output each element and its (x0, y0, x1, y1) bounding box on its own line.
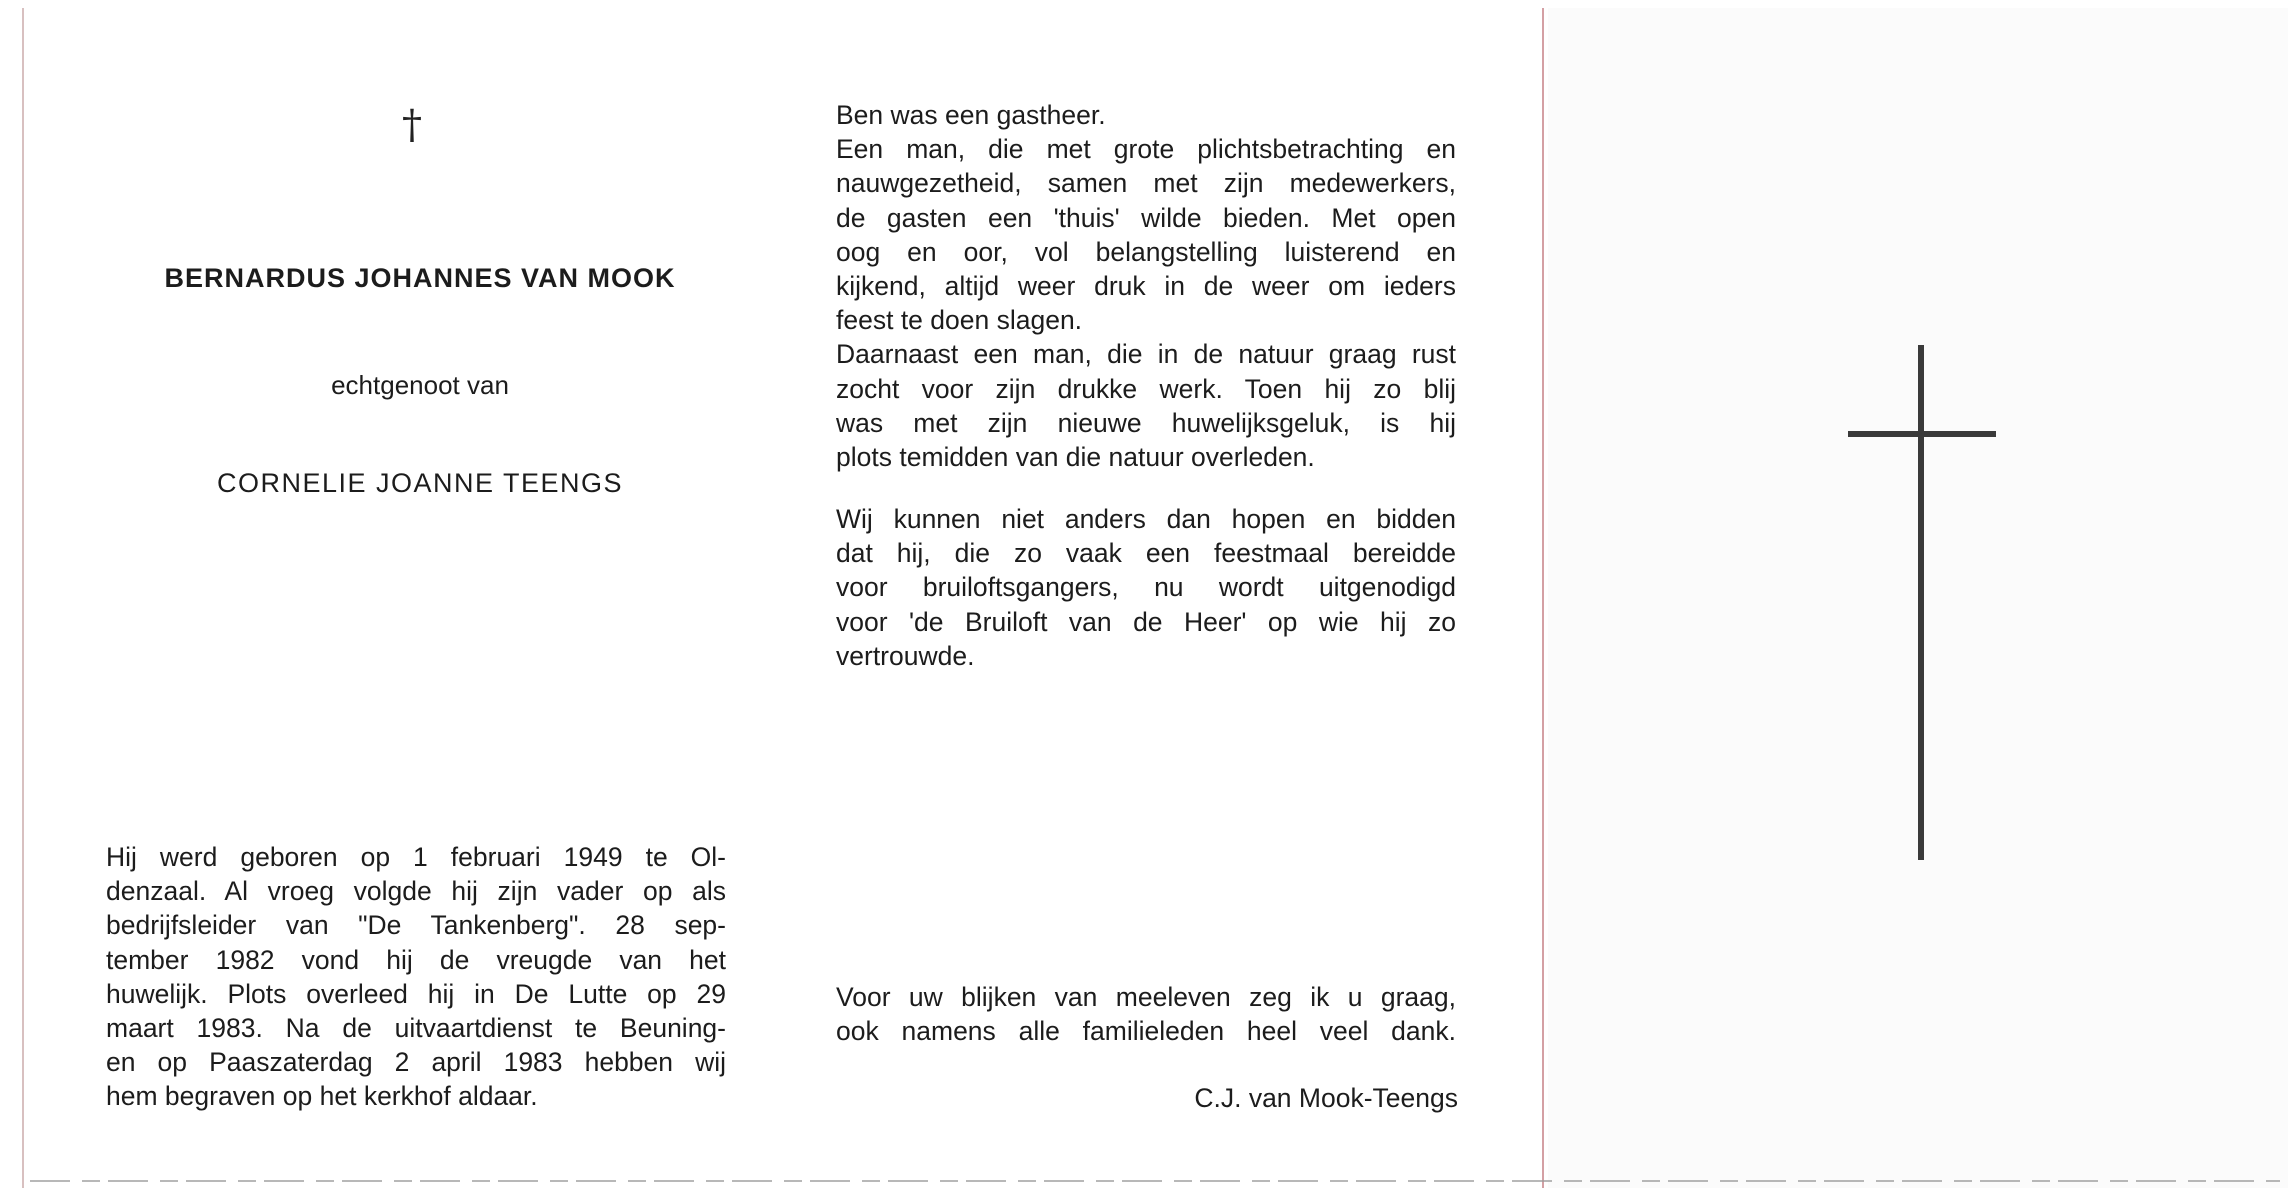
fold-line (1542, 8, 1544, 1188)
text-line: was met zijn nieuwe huwelijksgeluk, is hij (836, 407, 1456, 438)
text-line: dat hij, die zo vaak een feestmaal bereidde (836, 538, 1456, 569)
text-line: Wij kunnen niet anders dan hopen en bidden (836, 504, 1456, 534)
cross-horizontal-beam (1848, 431, 1996, 437)
biography-paragraph (106, 840, 726, 1114)
text-line: feest te doen slagen. (836, 305, 1083, 336)
card-bottom-edge (30, 1180, 2280, 1182)
text-line: voor bruiloftsgangers, nu wordt uitgenodigd (836, 572, 1456, 603)
text-line: huwelijk. Plots overleed hij in De Lutte op 29 (106, 978, 726, 1009)
hope-paragraph (836, 502, 1456, 673)
spouse-label: echtgenoot van (331, 370, 509, 400)
text-line: vertrouwde. (836, 640, 975, 671)
text-line: de gasten een 'thuis' wilde bieden. Met open (836, 202, 1456, 233)
text-line: hem begraven op het kerkhof aldaar. (106, 1081, 538, 1112)
deceased-name: BERNARDUS JOHANNES VAN MOOK (164, 263, 676, 293)
small-cross-icon: † (402, 102, 422, 148)
text-line: tember 1982 vond hij de vreugde van het (106, 944, 726, 975)
text-line: en op Paaszaterdag 2 april 1983 hebben wij (106, 1047, 726, 1078)
text-line: voor 'de Bruiloft van de Heer' op wie hij zo (836, 606, 1456, 637)
large-cross-icon (1848, 345, 1998, 860)
text-line: bedrijfsleider van "De Tankenberg". 28 sep- (106, 910, 726, 941)
text-line: Ben was een gastheer. (836, 100, 1106, 130)
tribute-paragraph (836, 98, 1456, 474)
text-line: Hij werd geboren op 1 februari 1949 te Ol- (106, 842, 726, 872)
text-line: Voor uw blijken van meeleven zeg ik u graag, (836, 982, 1456, 1012)
text-line: ook namens alle familieleden heel veel dank. (836, 1016, 1456, 1047)
text-line: zocht voor zijn drukke werk. Toen hij zo blij (836, 373, 1456, 404)
text-line: denzaal. Al vroeg volgde hij zijn vader op als (106, 876, 726, 907)
spouse-name: CORNELIE JOANNE TEENGS (216, 468, 624, 498)
text-line: Een man, die met grote plichtsbetrachting en (836, 134, 1456, 165)
text-line: plots temidden van die natuur overleden. (836, 442, 1315, 473)
text-line: maart 1983. Na de uitvaartdienst te Beuning- (106, 1013, 726, 1044)
thanks-paragraph (836, 980, 1456, 1048)
signature: C.J. van Mook-Teengs (1194, 1083, 1458, 1113)
text-line: nauwgezetheid, samen met zijn medewerkers, (836, 168, 1456, 199)
text-line: kijkend, altijd weer druk in de weer om ieders (836, 271, 1456, 302)
text-line: oog en oor, vol belangstelling luisterend en (836, 236, 1456, 267)
cross-vertical-beam (1918, 345, 1924, 860)
text-line: Daarnaast een man, die in de natuur graag rust (836, 339, 1456, 370)
